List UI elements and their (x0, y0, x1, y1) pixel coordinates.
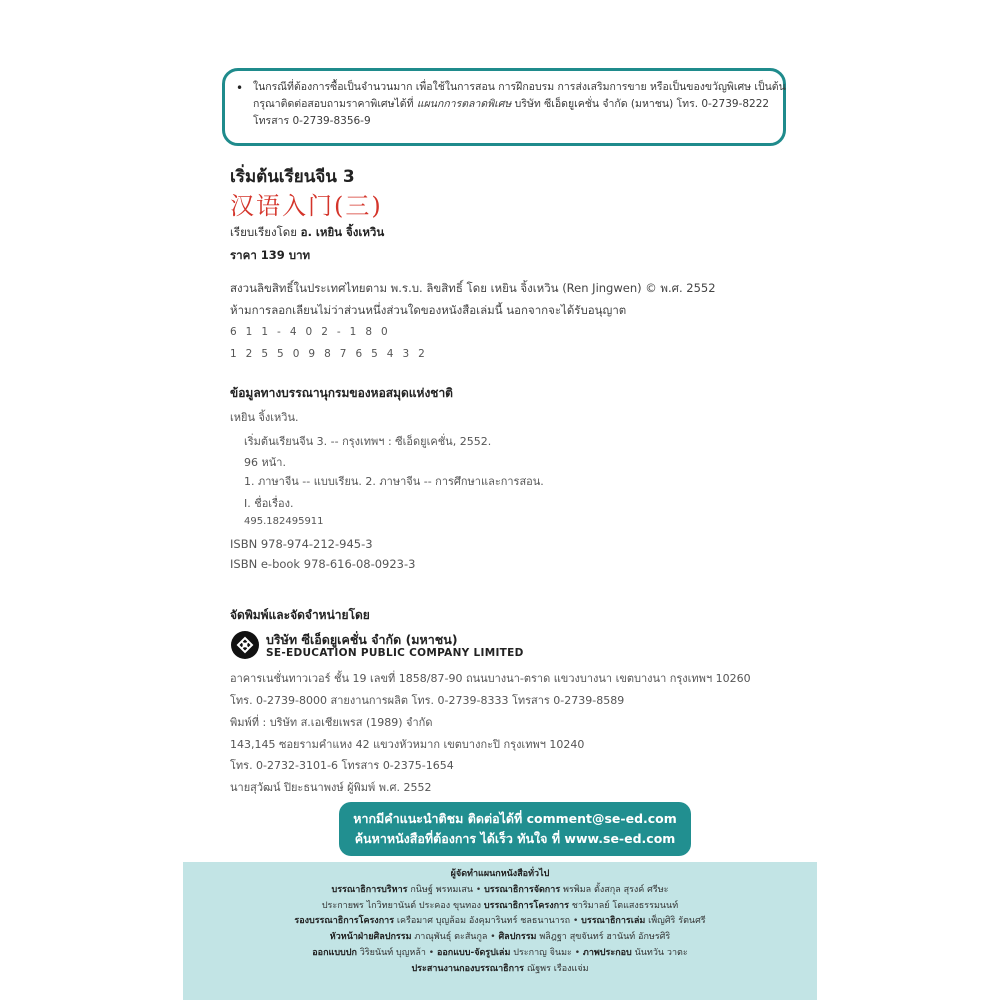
notice-text (253, 79, 786, 130)
staff-role: ภาพประกอบ (582, 947, 632, 958)
staff-names: ภาณุพันธุ์ ตะสันกูล • (411, 932, 499, 943)
publisher-heading: จัดพิมพ์และจัดจำหน่ายโดย (230, 608, 370, 622)
staff-credits-panel (183, 862, 817, 1000)
se-ed-logo-icon (231, 631, 259, 659)
staff-row-1 (183, 883, 817, 899)
staff-role: บรรณาธิการจัดการ (484, 884, 561, 895)
book-title-chinese: 汉语入门(三) (230, 192, 383, 220)
staff-row-6 (183, 962, 817, 978)
staff-names: พรพิมล ตั้งสกุล สุรงค์ ศรีษะ (560, 884, 669, 895)
staff-names: ชาริมาลย์ โตแสงธรรมนนท์ (568, 900, 679, 911)
catalog-subjects: 1. ภาษาจีน -- แบบเรียน. 2. ภาษาจีน -- การศึกษาและการสอน. (244, 475, 544, 488)
staff-names: ประกายพร ไกวิทยานันต์ ประคอง ขุนทอง (321, 900, 484, 911)
notice-bullet: • (236, 81, 244, 95)
isbn-ebook: ISBN e-book 978-616-08-0923-3 (230, 557, 416, 571)
staff-role: บรรณาธิการเล่ม (581, 916, 646, 927)
staff-heading-text: ผู้จัดทำแผนกหนังสือทั่วไป (450, 869, 550, 879)
notice-line-2-b: บริษัท ซีเอ็ดยูเคชั่น จำกัด (มหาชน) โทร. 0-2739-8222 (511, 98, 770, 110)
copyright-line-1: สงวนลิขสิทธิ์ในประเทศไทยตาม พ.ร.บ. ลิขสิทธิ์ โดย เหยิน จิ้งเหวิน (Ren Jingwen) © พ.ศ. 2552 (230, 281, 716, 295)
contact-box (339, 802, 691, 856)
catalog-author: เหยิน จิ้งเหวิน. (230, 411, 299, 424)
staff-names: เพ็ญศิริ รัตนศรี (645, 916, 706, 927)
publisher-phone: โทร. 0-2739-8000 สายงานการผลิต โทร. 0-2739-8333 โทรสาร 0-2739-8589 (230, 694, 625, 707)
staff-role: หัวหน้าฝ่ายศิลปกรรม (329, 932, 412, 943)
notice-line-1: ในกรณีที่ต้องการซื้อเป็นจำนวนมาก เพื่อใช้ในการสอน การฝึกอบรม การส่งเสริมการขาย หรือเป็นของขวัญพิเศษ เป็นต้น (253, 81, 786, 93)
staff-role: ออกแบบปก (312, 947, 357, 958)
author-label: เรียบเรียงโดย (230, 225, 301, 239)
publisher-address: อาคารเนชั่นทาวเวอร์ ชั้น 19 เลขที่ 1858/87-90 ถนนบางนา-ตราด แขวงบางนา เขตบางนา กรุงเทพฯ 10260 (230, 672, 751, 685)
catalog-classification: 495.182495911 (244, 516, 324, 527)
catalog-title-entry: I. ชื่อเรื่อง. (244, 497, 294, 510)
staff-row-5 (183, 946, 817, 962)
staff-names: เครือมาศ บุญล้อม อังคุมารินทร์ ชลธนานารถ • (394, 916, 582, 927)
contact-website-line: ค้นหาหนังสือที่ต้องการ ได้เร็ว ทันใจ ที่ www.se-ed.com (354, 831, 676, 846)
printer-name: พิมพ์ที่ : บริษัท ส.เอเชียเพรส (1989) จำกัด (230, 716, 433, 729)
staff-names: นันทวัน วาตะ (631, 947, 688, 958)
printer-phone: โทร. 0-2732-3101-6 โทรสาร 0-2375-1654 (230, 759, 454, 772)
print-run-digits: 1255098765432 (230, 348, 434, 360)
copyright-line-2: ห้ามการลอกเลียนไม่ว่าส่วนหนึ่งส่วนใดของหนังสือเล่มนี้ นอกจากจะได้รับอนุญาต (230, 303, 627, 317)
staff-names: วิริยนันท์ บุญหล้า • (356, 947, 437, 958)
book-title-thai: เริ่มต้นเรียนจีน 3 (230, 167, 355, 187)
notice-line-2 (253, 96, 773, 113)
staff-heading (183, 867, 817, 883)
staff-row-4 (183, 930, 817, 946)
staff-row-3 (183, 914, 817, 930)
catalog-heading: ข้อมูลทางบรรณานุกรมของหอสมุดแห่งชาติ (230, 386, 453, 400)
catalog-entry: เริ่มต้นเรียนจีน 3. -- กรุงเทพฯ : ซีเอ็ดยูเคชั่น, 2552. (244, 435, 492, 448)
isbn: ISBN 978-974-212-945-3 (230, 537, 373, 551)
company-name-thai: บริษัท ซีเอ็ดยูเคชั่น จำกัด (มหาชน) (266, 632, 458, 647)
catalog-pages: 96 หน้า. (244, 456, 286, 469)
staff-names: ประกาญ จินมะ • (510, 947, 583, 958)
printer-person: นายสุวัฒน์ ปิยะธนาพงษ์ ผู้พิมพ์ พ.ศ. 2552 (230, 781, 432, 794)
staff-role: บรรณาธิการโครงการ (483, 900, 569, 911)
contact-email-line: หากมีคำแนะนำติชม ติดต่อได้ที่ comment@se-ed.com (353, 811, 677, 826)
bulk-order-notice (222, 68, 786, 146)
author-name: อ. เหยิน จิ้งเหวิน (300, 225, 385, 239)
staff-role: ออกแบบ-จัดรูปเล่ม (436, 947, 511, 958)
staff-role: รองบรรณาธิการโครงการ (294, 916, 395, 927)
staff-role: ศิลปกรรม (498, 932, 537, 943)
code-digits-1: 611-402-180 (230, 326, 397, 338)
author-line (230, 224, 384, 242)
staff-role: บรรณาธิการบริหาร (331, 884, 408, 895)
staff-role: ประสานงานกองบรรณาธิการ (411, 963, 524, 974)
notice-line-3: โทรสาร 0-2739-8356-9 (253, 115, 371, 127)
price: ราคา 139 บาท (230, 248, 311, 262)
company-name-english: SE-EDUCATION PUBLIC COMPANY LIMITED (266, 647, 524, 659)
staff-names: พลิฎฐา สุขจันทร์ ฮานันท์ อักษรศิริ (536, 932, 671, 943)
staff-names: ณัฐพร เรืองแจ่ม (524, 963, 589, 974)
printer-address: 143,145 ซอยรามคำแหง 42 แขวงหัวหมาก เขตบางกะปิ กรุงเทพฯ 10240 (230, 738, 585, 751)
special-marketing-dept: แผนกการตลาดพิเศษ (416, 98, 512, 110)
staff-names: กนิษฐ์ พรหมเสน • (407, 884, 485, 895)
notice-line-2-a: กรุณาติดต่อสอบถามราคาพิเศษได้ที่ (253, 98, 417, 110)
staff-row-2 (183, 899, 817, 915)
